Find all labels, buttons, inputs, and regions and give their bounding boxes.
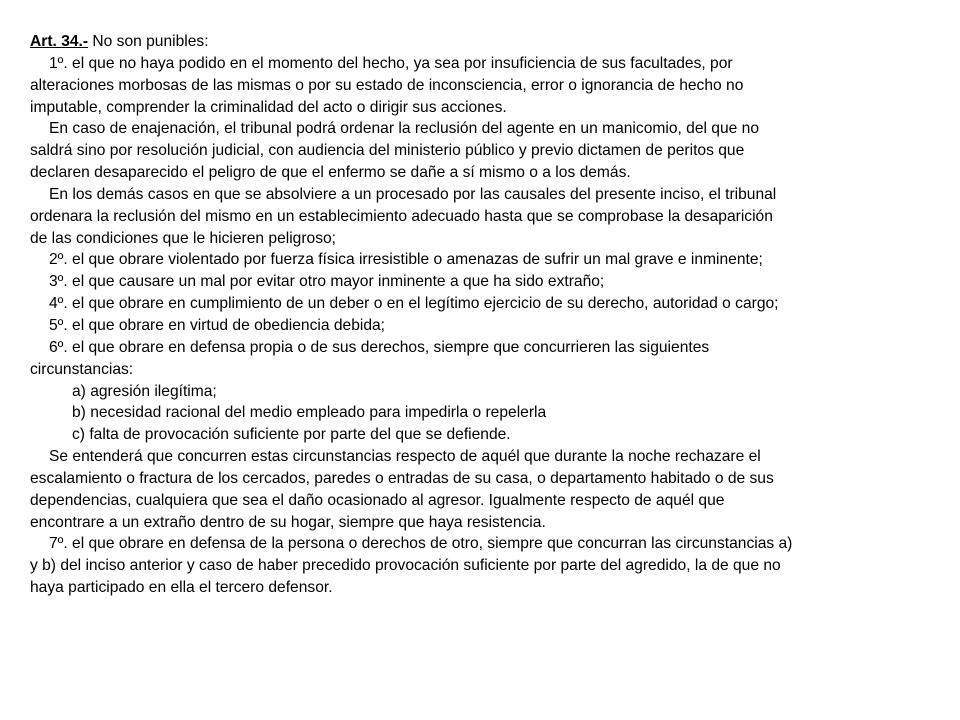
text-line: circunstancias: [30,360,134,378]
text-line: 2º. el que obrare violentado por fuerza física irresistible o amenazas de sufrir un mal grave e inminente; [49,251,763,269]
text-line: imputable, comprender la criminalidad del acto o dirigir sus acciones. [30,98,507,116]
text-line: 1º. el que no haya podido en el momento del hecho, ya sea por insuficiencia de sus facultades, por [49,54,733,72]
text-line: escalamiento o fractura de los cercados, paredes o entradas de su casa, o departamento habitado o de sus [30,469,774,487]
text-line: En los demás casos en que se absolviere a un procesado por las causales del presente inciso, el tribunal [49,185,777,203]
text-line: 7º. el que obrare en defensa de la persona o derechos de otro, siempre que concurran las circunstancias a) [49,535,793,553]
text-line: Se entenderá que concurren estas circunstancias respecto de aquél que durante la noche rechazare el [49,448,761,466]
text-line: 6º. el que obrare en defensa propia o de sus derechos, siempre que concurrieren las siguientes [49,338,710,356]
text-line: 4º. el que obrare en cumplimiento de un deber o en el legítimo ejercicio de su derecho, autoridad o cargo; [49,295,779,313]
text-line: 3º. el que causare un mal por evitar otro mayor inminente a que ha sido extraño; [49,273,605,291]
text-line: 5º. el que obrare en virtud de obediencia debida; [49,316,386,334]
article-intro: No son punibles: [88,33,209,50]
text-line: saldrá sino por resolución judicial, con audiencia del ministerio público y previo dictamen de peritos que [30,142,745,160]
text-line: haya participado en ella el tercero defensor. [30,579,333,597]
text-line: b) necesidad racional del medio empleado para impedirla o repelerla [72,404,547,422]
text-line: a) agresión ilegítima; [72,382,217,400]
text-line: alteraciones morbosas de las mismas o por su estado de inconsciencia, error o ignorancia de hecho no [30,76,744,94]
text-line: encontrare a un extraño dentro de su hogar, siempre que haya resistencia. [30,513,546,531]
article-number: Art. 34.- [30,33,89,50]
text-line: ordenara la reclusión del mismo en un establecimiento adecuado hasta que se comprobase la desaparición [30,207,773,225]
article-body [30,53,935,599]
text-line: c) falta de provocación suficiente por parte del que se defiende. [72,426,511,444]
text-line: declaren desaparecido el peligro de que el enfermo se dañe a sí mismo o a los demás. [30,164,631,182]
text-line: y b) del inciso anterior y caso de haber precedido provocación suficiente por parte del agredido, la de que no [30,557,781,575]
article-heading-line [30,31,935,53]
text-line: En caso de enajenación, el tribunal podrá ordenar la reclusión del agente en un manicomio, del que no [49,120,759,138]
article-text [30,31,935,599]
text-line: de las condiciones que le hicieren peligroso; [30,229,337,247]
text-line: dependencias, cualquiera que sea el daño ocasionado al agresor. Igualmente respecto de aquél que [30,491,725,509]
